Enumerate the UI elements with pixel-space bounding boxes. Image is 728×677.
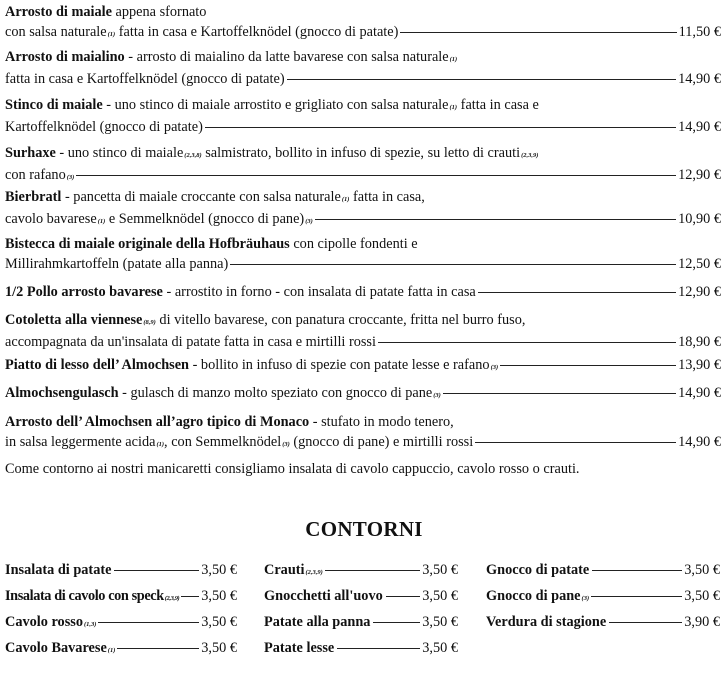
item-desc: Millirahmkartoffeln (patate alla panna) bbox=[5, 255, 229, 272]
side-price: 3,50 € bbox=[684, 588, 720, 604]
side-dish bbox=[486, 614, 720, 631]
side-dish bbox=[264, 614, 458, 631]
allergen-code: (3) bbox=[581, 595, 590, 602]
leader-line bbox=[205, 127, 676, 128]
item-price: 12,90 € bbox=[678, 166, 721, 183]
menu-item bbox=[5, 356, 721, 378]
side-dish-note: Come contorno ai nostri manicaretti consigliamo insalata di cavolo cappuccio, cavolo rosso o crauti. bbox=[5, 461, 580, 477]
allergen-code: (1) bbox=[97, 217, 106, 225]
item-name: Stinco di maiale bbox=[5, 97, 103, 113]
item-name: Arrosto di maiale bbox=[5, 4, 112, 20]
item-name: Arrosto di maialino bbox=[5, 49, 125, 65]
item-desc: fatta in casa e Kartoffelknödel (gnocco di patate) bbox=[115, 23, 399, 40]
item-name: Bistecca di maiale originale della Hofbräuhaus bbox=[5, 236, 290, 252]
side-name: Patate alla panna bbox=[264, 614, 371, 630]
side-dish bbox=[5, 640, 237, 657]
side-name: Verdura di stagione bbox=[486, 614, 607, 630]
item-desc: e Semmelknödel (gnocco di pane) bbox=[105, 210, 305, 227]
side-name: Insalata di cavolo con speck bbox=[5, 588, 164, 604]
item-price: 10,90 € bbox=[678, 210, 721, 227]
leader-line bbox=[181, 596, 199, 597]
item-desc: - arrosto di maialino da latte bavarese con salsa naturale bbox=[124, 49, 449, 65]
item-name: Piatto di lesso dell’ Almochsen bbox=[5, 357, 190, 373]
side-name: Cavolo Bavarese bbox=[5, 640, 107, 656]
leader-line bbox=[325, 570, 420, 571]
leader-line bbox=[591, 596, 682, 597]
allergen-code: (3) bbox=[282, 440, 290, 448]
item-price: 13,90 € bbox=[678, 357, 721, 373]
item-name: Cotoletta alla viennese bbox=[5, 312, 143, 328]
leader-line bbox=[337, 648, 420, 649]
item-desc: - pancetta di maiale croccante con salsa naturale bbox=[61, 189, 341, 205]
allergen-code: (1) bbox=[341, 196, 350, 203]
section-heading: CONTORNI bbox=[305, 517, 423, 541]
side-price: 3,50 € bbox=[201, 588, 237, 604]
item-desc: - uno stinco di maiale bbox=[55, 145, 184, 161]
leader-line bbox=[592, 570, 682, 571]
item-desc: - stufato in modo tenero, bbox=[309, 414, 454, 430]
leader-line bbox=[400, 32, 676, 33]
allergen-code: (3) bbox=[305, 217, 313, 225]
item-desc: Kartoffelknödel (gnocco di patate) bbox=[5, 118, 203, 135]
item-desc: di vitello bavarese, con panatura croccante, fritta nel burro fuso, bbox=[155, 312, 526, 328]
leader-line bbox=[114, 570, 199, 571]
side-dish bbox=[5, 588, 237, 605]
side-price: 3,50 € bbox=[201, 614, 237, 630]
allergen-code: (3) bbox=[66, 173, 75, 181]
side-price: 3,50 € bbox=[422, 588, 458, 604]
menu-item bbox=[5, 235, 721, 274]
item-price: 14,90 € bbox=[678, 433, 721, 450]
side-name: Cavolo rosso bbox=[5, 614, 83, 630]
item-price: 14,90 € bbox=[678, 70, 721, 87]
item-desc: fatta in casa e bbox=[457, 97, 539, 113]
side-dish bbox=[5, 562, 237, 579]
side-price: 3,50 € bbox=[201, 562, 237, 578]
side-name: Crauti bbox=[264, 562, 305, 578]
item-name: Surhaxe bbox=[5, 145, 56, 161]
item-price: 12,50 € bbox=[678, 255, 721, 272]
side-dish bbox=[486, 562, 720, 579]
side-name: Gnocco di pane bbox=[486, 588, 581, 604]
item-desc: - gulasch di manzo molto speziato con gnocco di pane bbox=[118, 385, 433, 401]
side-dish bbox=[486, 588, 720, 605]
item-desc: fatta in casa, bbox=[349, 189, 425, 205]
allergen-code: (2,3,9) bbox=[305, 569, 323, 576]
leader-line bbox=[315, 219, 676, 220]
item-name: Arrosto dell’ Almochsen all’agro tipico di Monaco bbox=[5, 414, 310, 430]
leader-line bbox=[609, 622, 682, 623]
menu-item bbox=[5, 311, 721, 352]
side-price: 3,50 € bbox=[422, 562, 458, 578]
side-price: 3,50 € bbox=[422, 614, 458, 630]
menu-item bbox=[5, 188, 721, 231]
side-price: 3,90 € bbox=[684, 614, 720, 630]
item-desc: appena sfornato bbox=[111, 4, 207, 20]
menu-item bbox=[5, 3, 721, 44]
allergen-code: (2,3,9) bbox=[521, 152, 539, 159]
item-price: 14,90 € bbox=[678, 385, 721, 401]
item-desc: con rafano bbox=[5, 166, 66, 183]
allergen-code: (3) bbox=[433, 392, 441, 399]
side-name: Gnocchetti all'uovo bbox=[264, 588, 383, 604]
menu-item bbox=[5, 144, 721, 187]
allergen-code: (3) bbox=[490, 364, 499, 371]
side-price: 3,50 € bbox=[684, 562, 720, 578]
item-desc: accompagnata da un'insalata di patate fatta in casa e mirtilli rossi bbox=[5, 333, 376, 350]
leader-line bbox=[98, 622, 199, 623]
item-desc: - uno stinco di maiale arrostito e grigliato con salsa naturale bbox=[102, 97, 449, 113]
allergen-code: (1) bbox=[107, 647, 116, 654]
item-desc: in salsa leggermente acida bbox=[5, 433, 156, 450]
side-name: Insalata di patate bbox=[5, 562, 112, 578]
item-desc: (gnocco di pane) e mirtilli rossi bbox=[289, 433, 474, 450]
allergen-code: (8,9) bbox=[143, 319, 156, 326]
menu-item bbox=[5, 384, 721, 406]
item-desc: , con Semmelknödel bbox=[164, 433, 282, 450]
allergen-code: (2,3,9) bbox=[164, 595, 180, 602]
allergen-code: (1) bbox=[107, 30, 116, 38]
side-dish bbox=[264, 562, 458, 579]
leader-line bbox=[386, 596, 421, 597]
item-desc: con salsa naturale bbox=[5, 23, 107, 40]
leader-line bbox=[500, 365, 676, 366]
item-price: 11,50 € bbox=[678, 23, 721, 40]
item-desc: con cipolle fondenti e bbox=[289, 236, 418, 252]
item-price: 12,90 € bbox=[678, 284, 721, 300]
leader-line bbox=[230, 264, 676, 265]
leader-line bbox=[443, 393, 676, 394]
allergen-code: (1) bbox=[449, 104, 458, 111]
leader-line bbox=[287, 79, 677, 80]
side-name: Gnocco di patate bbox=[486, 562, 590, 578]
leader-line bbox=[378, 342, 676, 343]
side-dish bbox=[5, 614, 237, 631]
menu-item bbox=[5, 283, 721, 303]
item-price: 18,90 € bbox=[678, 333, 721, 350]
menu-item bbox=[5, 96, 721, 137]
side-dish bbox=[264, 640, 458, 657]
item-desc: cavolo bavarese bbox=[5, 210, 97, 227]
item-desc: - bollito in infuso di spezie con patate lesse e rafano bbox=[189, 357, 490, 373]
item-desc: - arrostito in forno - con insalata di patate fatta in casa bbox=[162, 284, 476, 300]
side-price: 3,50 € bbox=[201, 640, 237, 656]
leader-line bbox=[478, 292, 676, 293]
menu-item bbox=[5, 48, 721, 89]
allergen-code: (2,3,8) bbox=[184, 152, 202, 159]
item-desc: salmistrato, bollito in infuso di spezie, su letto di crauti bbox=[201, 145, 521, 161]
leader-line bbox=[117, 648, 199, 649]
leader-line bbox=[475, 442, 676, 443]
allergen-code: (1) bbox=[449, 56, 458, 63]
item-name: Almochsengulasch bbox=[5, 385, 119, 401]
item-name: Bierbratl bbox=[5, 189, 62, 205]
allergen-code: (1) bbox=[156, 440, 165, 448]
side-dish bbox=[264, 588, 458, 605]
side-price: 3,50 € bbox=[422, 640, 458, 656]
item-name: 1/2 Pollo arrosto bavarese bbox=[5, 284, 163, 300]
side-name: Patate lesse bbox=[264, 640, 335, 656]
item-price: 14,90 € bbox=[678, 118, 721, 135]
leader-line bbox=[373, 622, 420, 623]
allergen-code: (1,3) bbox=[83, 621, 97, 628]
menu-item bbox=[5, 413, 721, 454]
item-desc: fatta in casa e Kartoffelknödel (gnocco di patate) bbox=[5, 70, 285, 87]
leader-line bbox=[76, 175, 676, 176]
